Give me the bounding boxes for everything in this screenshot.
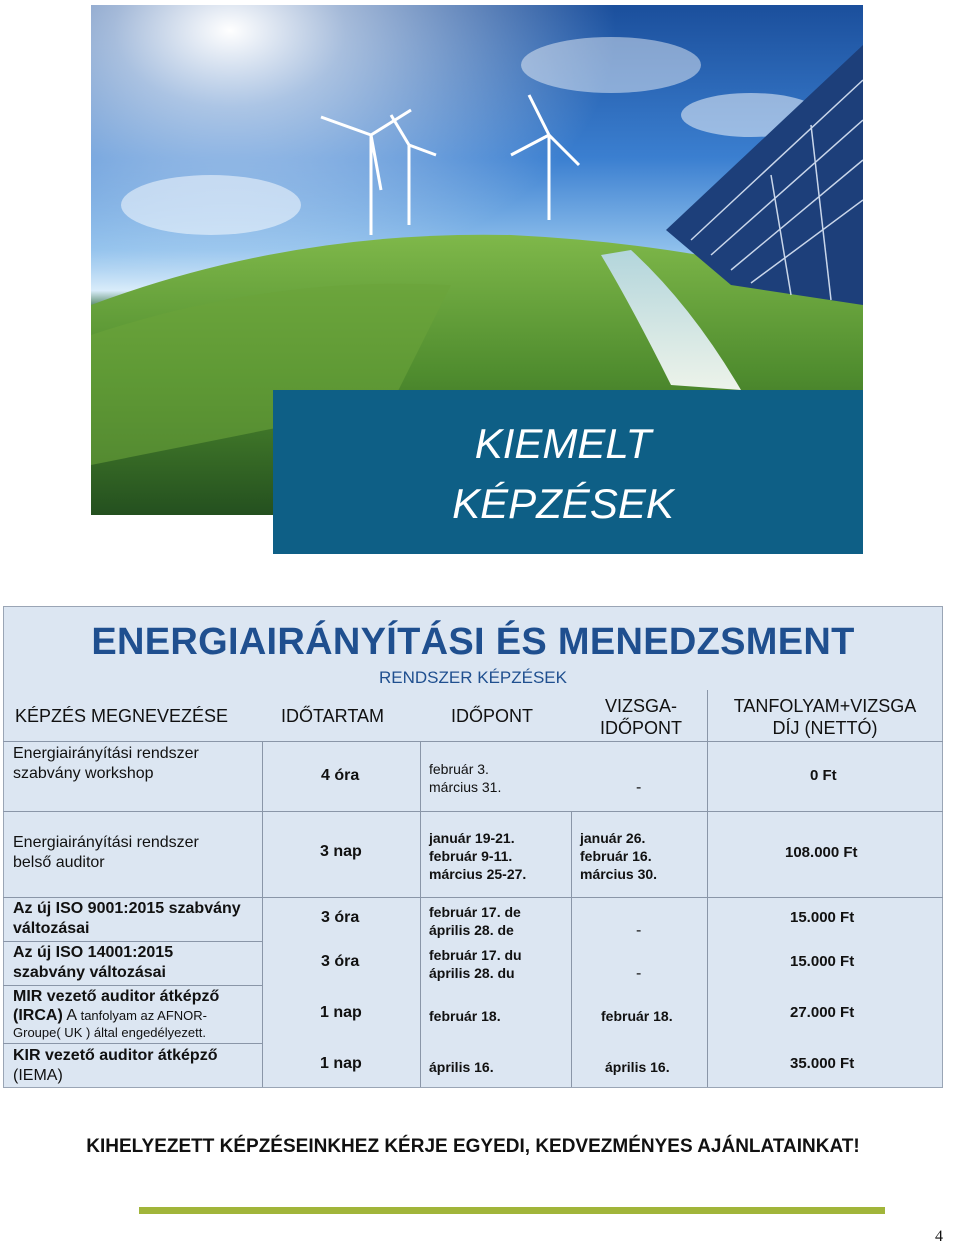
row4-date1: február 17. du — [429, 947, 522, 963]
footer-note: KIHELYEZETT KÉPZÉSEINKHEZ KÉRJE EGYEDI, KEDVEZMÉNYES AJÁNLATAINKAT! — [86, 1136, 860, 1157]
banner-title-box — [273, 390, 863, 554]
row6-fee: 35.000 Ft — [790, 1055, 855, 1072]
row4-fee: 15.000 Ft — [790, 953, 855, 970]
row3-duration: 3 óra — [321, 909, 360, 926]
header-fee-line2: DÍJ (NETTÓ) — [772, 718, 878, 738]
table-divider — [3, 741, 943, 742]
table-column-divider — [571, 811, 572, 1087]
page-number: 4 — [935, 1228, 943, 1245]
row2-name-line1: Energiairányítási rendszer — [13, 834, 199, 851]
row4-exam: - — [636, 965, 642, 982]
table-column-divider — [707, 690, 708, 1087]
table-divider — [3, 941, 262, 942]
header-exam-line1: VIZSGA- — [604, 696, 677, 716]
table-divider — [3, 897, 943, 898]
table-divider — [3, 1043, 262, 1044]
row5-date: február 18. — [429, 1008, 501, 1024]
row5-irca: (IRCA) — [13, 1007, 63, 1024]
row2-duration: 3 nap — [320, 843, 362, 860]
row6-name-line2: (IEMA) — [13, 1067, 63, 1084]
row6-date: április 16. — [429, 1059, 494, 1075]
row1-date2: március 31. — [429, 779, 502, 795]
row1-fee: 0 Ft — [810, 767, 837, 784]
header-exam-line2: IDŐPONT — [599, 718, 682, 738]
row2-exam1: január 26. — [580, 830, 646, 846]
row1-name-line2: szabvány workshop — [13, 765, 154, 782]
row3-name-line1: Az új ISO 9001:2015 szabvány — [13, 900, 241, 917]
banner-title-line2: KÉPZÉSEK — [452, 480, 674, 527]
row1-date1: február 3. — [429, 761, 489, 777]
row2-name-line2: belső auditor — [13, 854, 105, 871]
table-column-divider — [420, 741, 421, 1087]
table-divider — [3, 985, 262, 986]
row2-date1: január 19-21. — [429, 830, 515, 846]
row5-name-line3: Groupe( UK ) által engedélyezett. — [13, 1025, 206, 1040]
row2-fee: 108.000 Ft — [785, 844, 858, 861]
row2-exam3: március 30. — [580, 866, 658, 882]
row3-date1: február 17. de — [429, 904, 521, 920]
row3-date2: április 28. de — [429, 922, 514, 938]
row4-date2: április 28. du — [429, 965, 515, 981]
header-name: KÉPZÉS MEGNEVEZÉSE — [15, 706, 229, 726]
row4-name-line1: Az új ISO 14001:2015 — [13, 944, 174, 961]
row1-name-line1: Energiairányítási rendszer — [13, 745, 199, 762]
row1-duration: 4 óra — [321, 767, 360, 784]
row5-a: A — [66, 1007, 77, 1024]
footer-divider-bar — [139, 1207, 885, 1214]
row5-name-line2 — [13, 1006, 207, 1025]
table-column-divider — [262, 741, 263, 1087]
row4-name-line2: szabvány változásai — [13, 964, 166, 981]
row3-fee: 15.000 Ft — [790, 909, 855, 926]
header-date: IDŐPONT — [451, 706, 534, 726]
row5-afnor: tanfolyam az AFNOR- — [80, 1008, 208, 1023]
section-subtitle: RENDSZER KÉPZÉSEK — [379, 668, 567, 687]
row6-name-line1: KIR vezető auditor átképző — [13, 1047, 218, 1064]
row2-exam2: február 16. — [580, 848, 652, 864]
row2-date2: február 9-11. — [429, 848, 513, 864]
row1-exam: - — [636, 779, 642, 796]
row4-duration: 3 óra — [321, 953, 360, 970]
row5-name-line1: MIR vezető auditor átképző — [13, 988, 220, 1005]
row5-duration: 1 nap — [320, 1004, 362, 1021]
header-duration: IDŐTARTAM — [281, 706, 384, 726]
row6-exam: április 16. — [605, 1059, 670, 1075]
row2-date3: március 25-27. — [429, 866, 527, 882]
row5-exam: február 18. — [601, 1008, 673, 1024]
row3-exam: - — [636, 922, 642, 939]
banner-title-line1: KIEMELT — [474, 420, 652, 467]
table-divider — [3, 811, 943, 812]
row6-duration: 1 nap — [320, 1055, 362, 1072]
section-title: ENERGIAIRÁNYÍTÁSI ÉS MENEDZSMENT — [91, 621, 855, 663]
header-fee-line1: TANFOLYAM+VIZSGA — [733, 696, 917, 716]
row5-fee: 27.000 Ft — [790, 1004, 855, 1021]
row3-name-line2: változásai — [13, 920, 90, 937]
